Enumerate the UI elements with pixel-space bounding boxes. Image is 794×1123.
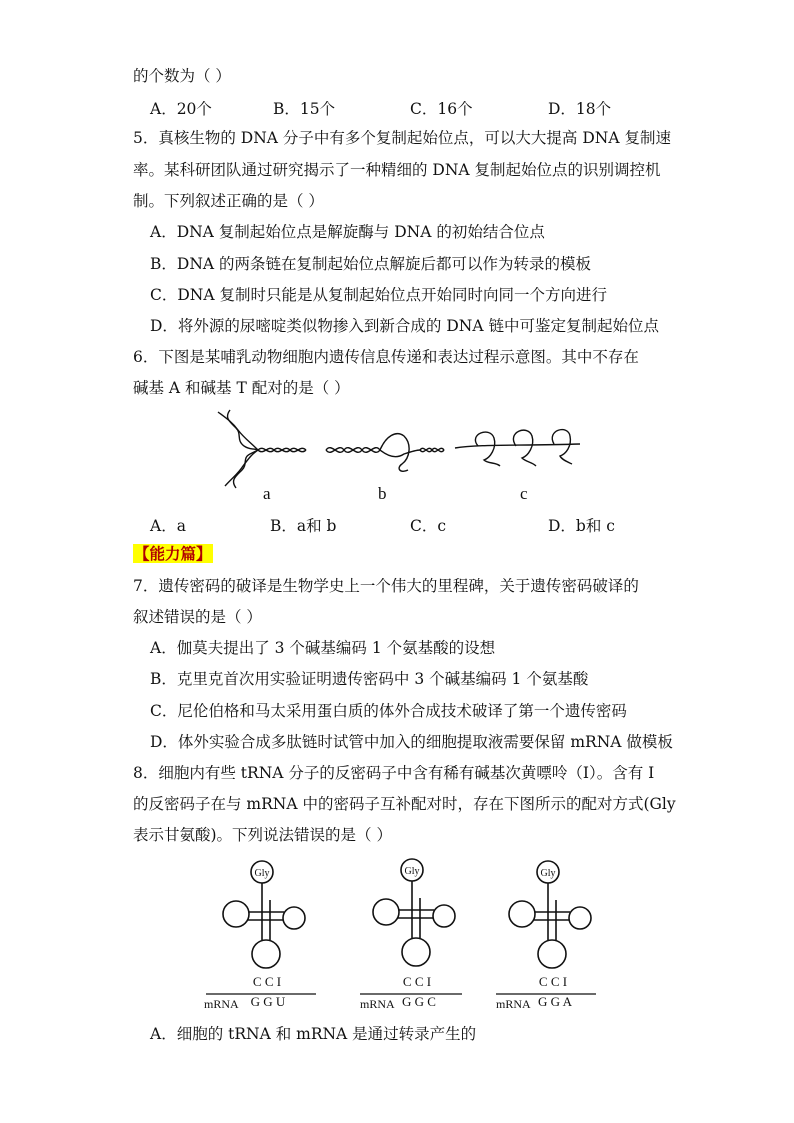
q5-stem-line-2: 率。某科研团队通过研究揭示了一种精细的 DNA 复制起始位点的识别调控机	[133, 161, 661, 179]
trna1-anticodon: C C I	[252, 974, 282, 989]
q5-stem-line-1: 5．真核生物的 DNA 分子中有多个复制起始位点，可以大大提高 DNA 复制速	[133, 129, 671, 147]
q6-stem-line-1: 6．下图是某哺乳动物细胞内遗传信息传递和表达过程示意图。其中不存在	[133, 348, 639, 366]
q5-stem-line-3: 制。下列叙述正确的是（ ）	[133, 192, 324, 210]
figure-c-translation	[455, 430, 580, 466]
figure-label-c: c	[520, 484, 528, 503]
trna2-codon: G G C	[402, 994, 436, 1009]
section-title	[133, 544, 213, 564]
q7-option-a: A．伽莫夫提出了 3 个碱基编码 1 个氨基酸的设想	[150, 639, 496, 657]
trna1-codon: G G U	[250, 994, 286, 1009]
trna3-amino-acid: Gly	[540, 868, 556, 879]
q6-option-d: D．b和 c	[548, 517, 615, 535]
trna3-codon: G G A	[538, 994, 572, 1009]
q6-option-a: A．a	[150, 517, 186, 535]
section-title-text: 【能力篇】	[134, 544, 212, 563]
figure-b-transcription	[326, 434, 444, 472]
trna1-mrna-label: mRNA	[204, 997, 239, 1011]
q4-option-b: B．15个	[273, 100, 336, 118]
q8-stem-line-1: 8．细胞内有些 tRNA 分子的反密码子中含有稀有碱基次黄嘌呤（I）。含有 I	[133, 764, 655, 782]
figure-label-a: a	[263, 484, 271, 503]
q7-option-d: D．体外实验合成多肽链时试管中加入的细胞提取液需要保留 mRNA 做模板	[150, 733, 673, 751]
trna-figure-2	[360, 859, 462, 1011]
q8-stem-line-2: 的反密码子在与 mRNA 中的密码子互补配对时，存在下图所示的配对方式(Gly	[133, 795, 676, 813]
q4-option-c: C．16个	[410, 100, 473, 118]
q6-options	[0, 514, 794, 536]
trna3-mrna-label: mRNA	[496, 997, 531, 1011]
q8-option-a: A．细胞的 tRNA 和 mRNA 是通过转录产生的	[150, 1025, 477, 1043]
trna1-amino-acid: Gly	[254, 868, 270, 879]
q7-stem-line-2: 叙述错误的是（ ）	[133, 608, 262, 626]
q5-option-a: A．DNA 复制起始位点是解旋酶与 DNA 的初始结合位点	[150, 223, 545, 241]
q5-option-b: B．DNA 的两条链在复制起始位点解旋后都可以作为转录的模板	[150, 255, 592, 273]
q5-option-c: C．DNA 复制时只能是从复制起始位点开始同时向同一个方向进行	[150, 286, 607, 304]
q4-stem-tail: 的个数为（ ）	[133, 67, 231, 85]
trna2-mrna-label: mRNA	[360, 997, 395, 1011]
figure-a-replication	[218, 410, 306, 488]
q6-option-c: C．c	[410, 517, 447, 535]
q4-options	[0, 97, 794, 119]
trna3-anticodon: C C I	[538, 974, 568, 989]
q7-option-c: C．尼伦伯格和马太采用蛋白质的体外合成技术破译了第一个遗传密码	[150, 702, 627, 720]
q6-figure	[0, 400, 794, 510]
trna-figure-1	[204, 861, 316, 1011]
trna2-anticodon: C C I	[402, 974, 432, 989]
trna-figure-3	[496, 861, 596, 1011]
q5-option-d: D．将外源的尿嘧啶类似物掺入到新合成的 DNA 链中可鉴定复制起始位点	[150, 317, 659, 335]
q8-trna-figures	[0, 848, 794, 1018]
q6-stem-line-2: 碱基 A 和碱基 T 配对的是（ ）	[133, 379, 350, 397]
q4-option-a: A．20个	[150, 100, 212, 118]
q7-stem-line-1: 7．遗传密码的破译是生物学史上一个伟大的里程碑，关于遗传密码破译的	[133, 577, 639, 595]
figure-label-b: b	[378, 484, 387, 503]
q8-stem-line-3: 表示甘氨酸)。下列说法错误的是（ ）	[133, 826, 392, 844]
q6-option-b: B．a和 b	[270, 517, 337, 535]
q4-option-d: D．18个	[548, 100, 612, 118]
q7-option-b: B．克里克首次用实验证明遗传密码中 3 个碱基编码 1 个氨基酸	[150, 670, 589, 688]
trna2-amino-acid: Gly	[404, 866, 420, 877]
